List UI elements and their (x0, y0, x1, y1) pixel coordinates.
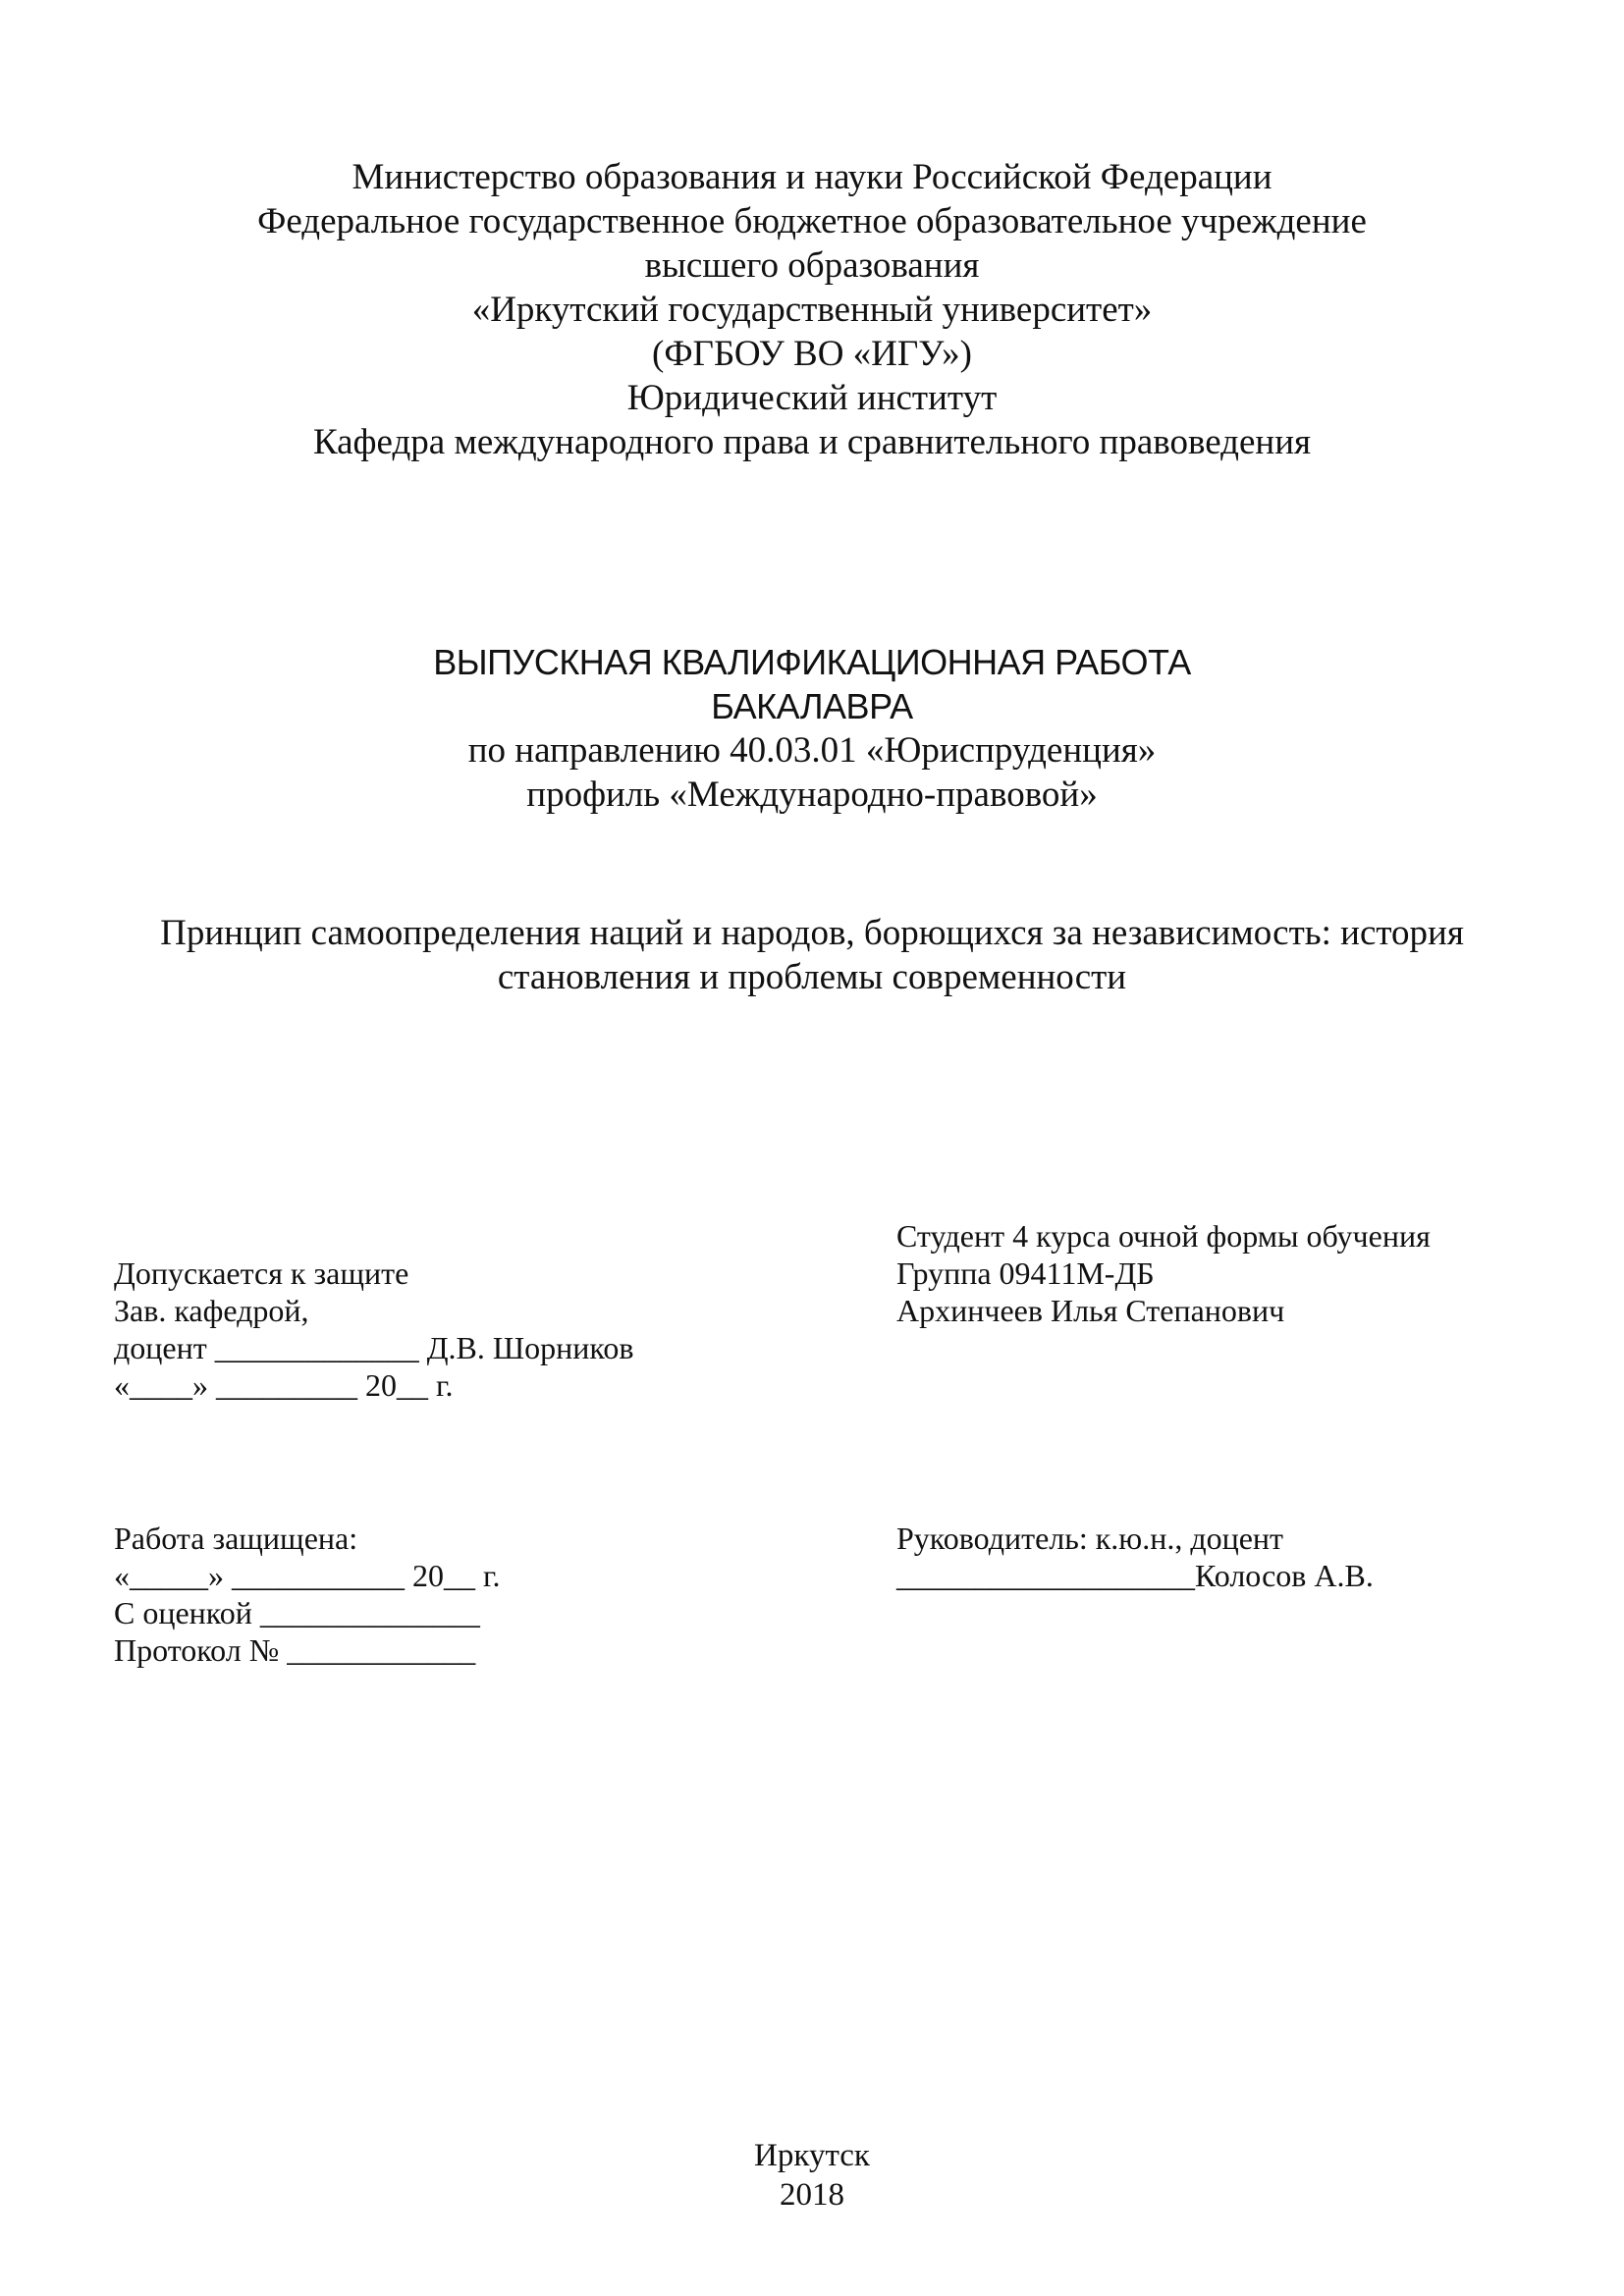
student-group-line: Группа 09411М-ДБ (896, 1255, 1155, 1291)
defense-protocol-line: Протокол № ____________ (114, 1632, 476, 1668)
student-course-line: Студент 4 курса очной формы обучения (896, 1218, 1431, 1254)
defense-grade-line: С оценкой ______________ (114, 1595, 480, 1630)
education-level-line: высшего образования (644, 245, 980, 286)
institution-type-line: Федеральное государственное бюджетное образовательное учреждение (257, 201, 1367, 241)
ministry-line: Министерство образования и науки Российской Федерации (352, 157, 1272, 197)
footer-city: Иркутск (754, 2138, 870, 2173)
work-type-line-2: БАКАЛАВРА (711, 686, 913, 726)
supervisor-signature-line: ___________________Колосов А.В. (896, 1558, 1374, 1593)
profile-line: профиль «Международно-правовой» (526, 774, 1098, 815)
institution-header (0, 155, 1624, 464)
defense-line-1: Работа защищена: (114, 1521, 358, 1556)
admission-line-1: Допускается к защите (114, 1255, 409, 1291)
thesis-title-line-2: становления и проблемы современности (497, 957, 1127, 997)
thesis-title-line-1: Принцип самоопределения наций и народов, борющихся за независимость: история (160, 913, 1464, 953)
student-name-line: Архинчеев Илья Степанович (896, 1293, 1285, 1328)
footer-year: 2018 (780, 2177, 844, 2213)
admission-date-line: «____» _________ 20__ г. (114, 1367, 454, 1403)
defense-date-line: «_____» ___________ 20__ г. (114, 1558, 501, 1593)
defense-block (114, 1520, 860, 1669)
student-info (896, 1217, 1584, 1329)
supervisor-block (896, 1520, 1584, 1594)
university-abbr-line: (ФГБОУ ВО «ИГУ») (652, 334, 972, 374)
work-type-block (0, 640, 1624, 817)
university-name-line: «Иркутский государственный университет» (471, 290, 1153, 330)
footer (0, 2136, 1624, 2215)
admission-signature-line: доцент _____________ Д.В. Шорников (114, 1330, 634, 1365)
thesis-title (0, 911, 1624, 999)
work-type-line-1: ВЫПУСКНАЯ КВАЛИФИКАЦИОННАЯ РАБОТА (433, 642, 1191, 682)
direction-line: по направлению 40.03.01 «Юриспруденция» (467, 730, 1157, 771)
admission-line-2: Зав. кафедрой, (114, 1293, 309, 1328)
admission-block (114, 1255, 860, 1404)
department-line: Кафедра международного права и сравнительного правоведения (312, 422, 1312, 462)
supervisor-title-line: Руководитель: к.ю.н., доцент (896, 1521, 1284, 1556)
institute-line: Юридический институт (626, 378, 998, 418)
